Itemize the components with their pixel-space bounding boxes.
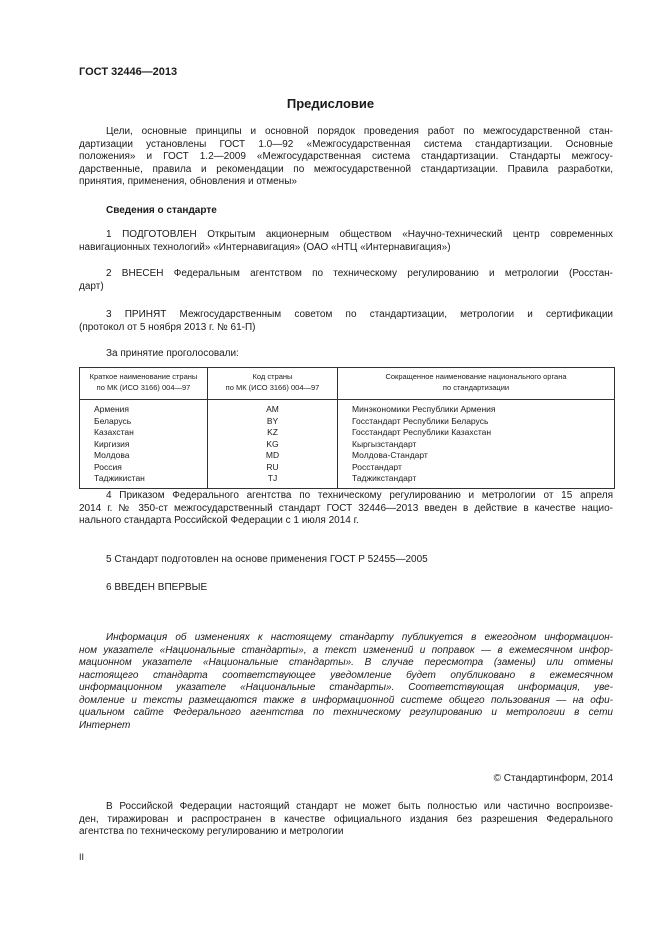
body-cell: Минэкономики Республики Армения [338,400,615,416]
text-line: принятия, применения, обновления и отмены» [79,176,297,187]
code-cell: MD [208,450,338,462]
body-cell: Госстандарт Республики Казахстан [338,427,615,439]
text-line: мационном указателе «Национальные стандарты». В случае пересмотра (замены) или отмены [79,657,613,668]
copyright: © Стандартинформ, 2014 [493,773,613,784]
table-row [80,416,615,428]
header-text: Краткое наименование страны [89,372,198,381]
code-cell: BY [208,416,338,428]
header-text: Код страны [252,372,293,381]
item-4 [79,490,613,528]
country-cell: Армения [80,400,208,416]
text-line: положения» и ГОСТ 1.2—2009 «Межгосударственная система стандартизации. Стандарты межгосу- [79,151,613,162]
body-cell: Таджикстандарт [338,473,615,488]
text-line: дартизации установлены ГОСТ 1.0—92 «Межгосударственная система стандартизации. Основные [79,138,613,150]
text-line: 2014 г. № 350-ст межгосударственный стандарт ГОСТ 32446—2013 введен в действие в качестве нацио- [79,502,613,514]
table-row [80,450,615,462]
country-cell: Беларусь [80,416,208,428]
country-cell: Таджикистан [80,473,208,488]
header-text: по стандартизации [442,382,510,392]
country-cell: Киргизия [80,439,208,451]
header-text: Сокращенное наименование национального органа [385,372,567,381]
table-row [80,439,615,451]
item-5: 5 Стандарт подготовлен на основе применения ГОСТ Р 52455—2005 [106,554,428,565]
voting-table [79,367,615,489]
body-cell: Кыргызстандарт [338,439,615,451]
table-row [80,400,615,416]
text-line: информационном указателе «Национальные стандарты». Соответствующая информация, уве- [79,682,613,693]
table-row [80,462,615,474]
reproduction-notice [79,801,613,839]
voted-label: За принятие проголосовали: [106,348,239,359]
table-header-row [80,368,615,400]
code-cell: KG [208,439,338,451]
text-line: (протокол от 5 ноября 2013 г. № 61-П) [79,321,256,333]
text-line: ном указателе «Национальные стандарты», а текст изменений и поправок — в ежемесячном инфор- [79,644,613,656]
text-line: 2 ВНЕСЕН Федеральным агентством по техническому регулированию и метрологии (Росстан- [106,268,613,279]
text-line: агентства по техническому регулированию и метрологии [79,826,344,837]
text-line: Информация об изменениях к настоящему стандарту публикуется в ежегодном информацион- [106,632,613,643]
code-cell: KZ [208,427,338,439]
text-line: В Российской Федерации настоящий стандарт не может быть полностью или частично воспроизве- [106,801,613,812]
text-line: навигационных технологий» «Интернавигация» (ОАО «НТЦ «Интернавигация») [79,241,451,253]
table-row [80,473,615,488]
text-line: дарт) [79,280,104,292]
text-line: нального стандарта Российской Федерации с 1 июля 2014 г. [79,515,359,526]
country-cell: Россия [80,462,208,474]
text-line: дарственные, правила и рекомендации по межгосударственной стандартизации. Правила разработки, [79,163,613,175]
body-cell: Госстандарт Республики Беларусь [338,416,615,428]
text-line: 3 ПРИНЯТ Межгосударственным советом по стандартизации, метрологии и сертификации [106,309,613,320]
text-line: домление и тексты размещаются также в информационной системе общего пользования — на офи- [79,694,613,706]
country-cell: Казахстан [80,427,208,439]
body-cell: Росстандарт [338,462,615,474]
body-cell: Молдова-Стандарт [338,450,615,462]
text-line: ден, тиражирован и распространен в качестве официального издания без разрешения Федерального [79,813,613,825]
text-line: Интернет [79,719,131,731]
header-body [338,368,615,400]
page-number: II [79,852,85,862]
text-line: циальном сайте Федерального агентства по техническому регулированию и метрологии в сети [79,707,613,718]
text-line: Цели, основные принципы и основной порядок проведения работ по межгосударственной стан- [106,126,613,137]
header-code [208,368,338,400]
item-6: 6 ВВЕДЕН ВПЕРВЫЕ [106,582,208,593]
header-text: по МК (ИСО 3166) 004—97 [225,382,320,392]
page-title: Предисловие [286,96,375,111]
item-2 [79,268,613,293]
item-3 [79,309,613,334]
intro-paragraph [79,126,613,189]
info-notice [79,632,613,732]
text-line: 1 ПОДГОТОВЛЕН Открытым акционерным обществом «Научно-технический центр современных [106,229,613,240]
header-text: по МК (ИСО 3166) 004—97 [96,382,191,392]
document-code: ГОСТ 32446—2013 [79,66,178,78]
code-cell: RU [208,462,338,474]
text-line: настоящего стандарта соответствующее уведомление будет опубликовано в ежемесячном [79,669,613,681]
code-cell: AM [208,400,338,416]
table-row [80,427,615,439]
country-cell: Молдова [80,450,208,462]
section-heading: Сведения о стандарте [106,205,217,216]
header-country [80,368,208,400]
text-line: 4 Приказом Федерального агентства по техническому регулированию и метрологии от 15 апреля [106,490,613,501]
item-1 [79,229,613,254]
code-cell: TJ [208,473,338,488]
